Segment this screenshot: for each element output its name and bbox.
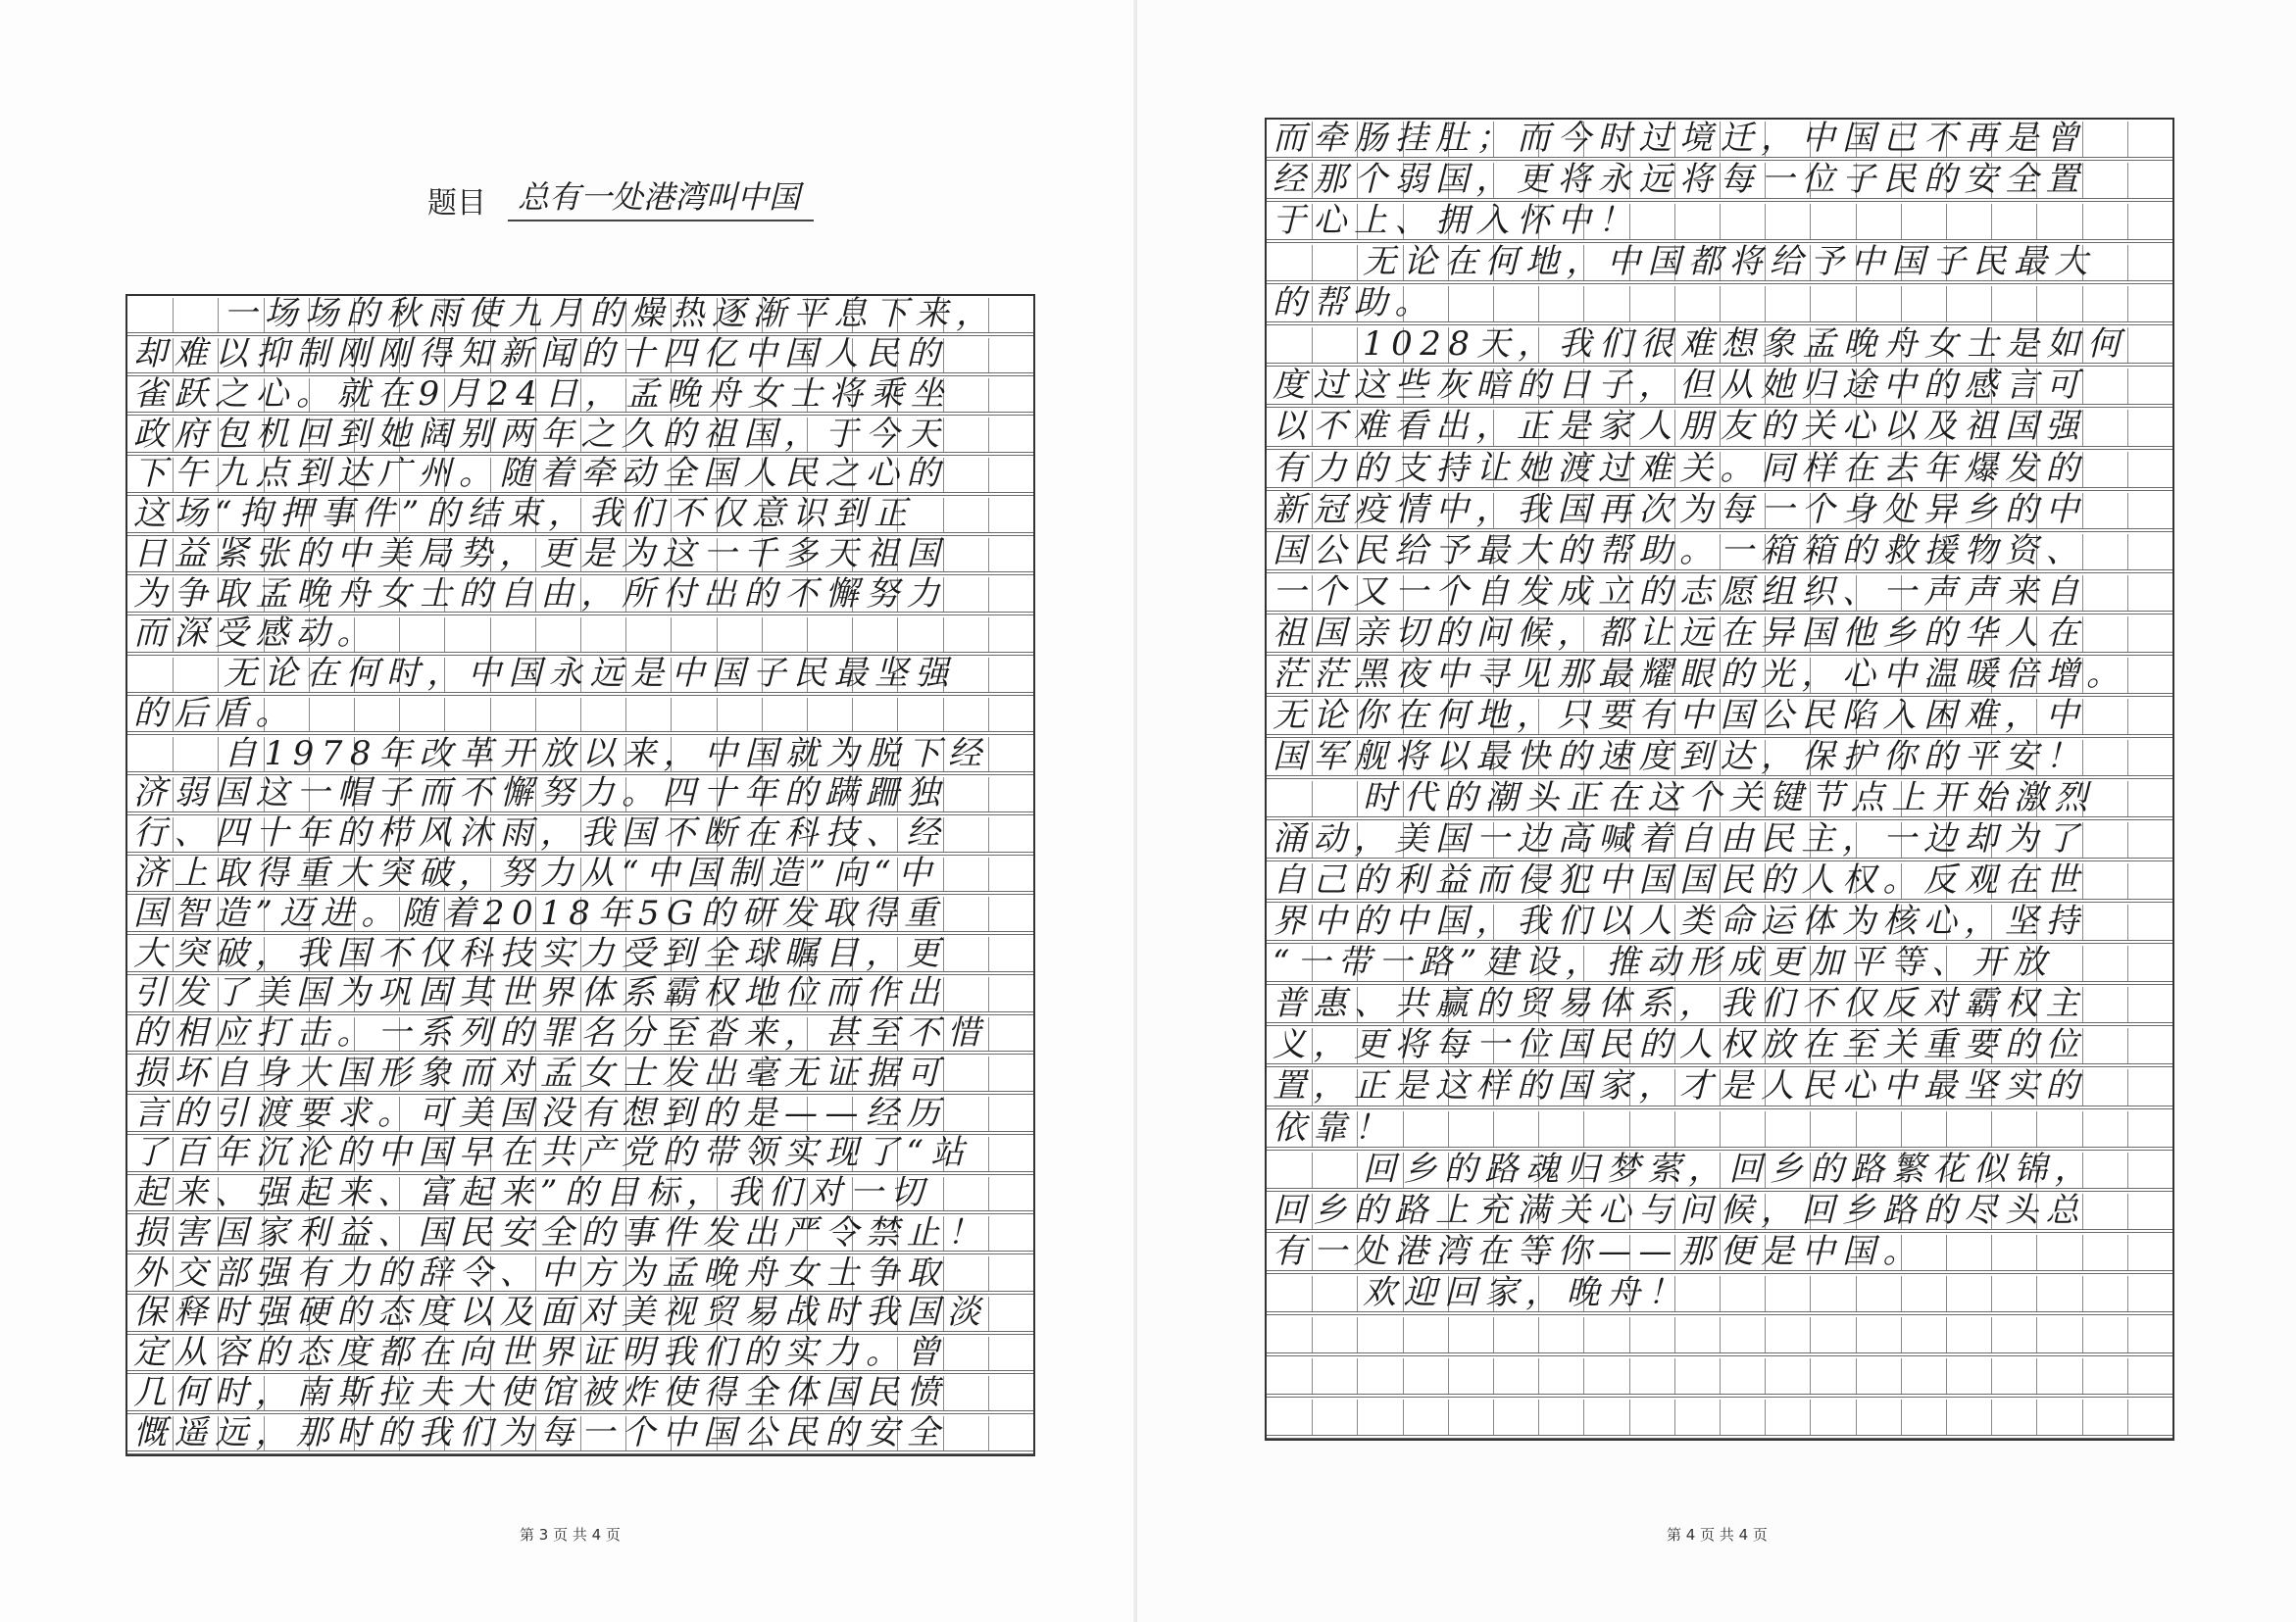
grid-cell-divider (1448, 1358, 1449, 1394)
grid-cell-divider (1720, 1400, 1721, 1435)
grid-cell-divider (1357, 1358, 1358, 1394)
grid-rule (1267, 1397, 2172, 1398)
handwritten-line: 回乡的路上充满关心与问候，回乡路的尽头总 (1273, 1190, 2086, 1230)
grid-cell-divider (1991, 1358, 1992, 1394)
handwritten-line: 日益紧张的中美局势，更是为这一千多天祖国 (133, 533, 947, 573)
grid-rule (1267, 1394, 2172, 1395)
grid-cell-divider (1538, 1317, 1539, 1352)
grid-cell-divider (1946, 1358, 1947, 1394)
handwritten-line: 1028天，我们很难想象孟晚舟女士是如何 (1363, 324, 2128, 365)
grid-cell-divider (1856, 1317, 1857, 1352)
grid-cell-divider (1538, 1400, 1539, 1435)
essay-title: 总有一处港湾叫中国 (508, 172, 814, 221)
grid-cell-divider (1403, 1317, 1404, 1352)
grid-cell-divider (1312, 1317, 1313, 1352)
handwritten-line: 界中的中国，我们以人类命运体为核心，坚持 (1273, 902, 2086, 942)
right-writing-grid (1265, 118, 2174, 1441)
grid-cell-divider (1312, 1358, 1313, 1394)
handwritten-line: 置，正是这样的国家，才是人民心中最坚实的 (1273, 1066, 2086, 1106)
grid-cell-divider (2082, 1317, 2083, 1352)
grid-cell-divider (2127, 1358, 2128, 1394)
handwritten-line: 于心上、拥入怀中！ (1273, 201, 1639, 241)
handwritten-line: 国智造”迈进。随着2018年5G的研发取得重 (133, 893, 945, 933)
grid-rule (127, 1453, 1033, 1454)
handwritten-line: 国公民给予最大的帮助。一箱箱的救援物资、 (1273, 530, 2086, 570)
handwritten-line: 有力的支持让她渡过难关。同样在去年爆发的 (1273, 448, 2086, 488)
grid-cell-divider (1493, 1400, 1494, 1435)
grid-cell-divider (1901, 1400, 1902, 1435)
handwritten-line: 损害国家利益、国民安全的事件发出严令禁止！ (133, 1212, 988, 1253)
handwritten-line: 无论在何时，中国永远是中国子民最坚强 (224, 654, 956, 694)
handwritten-line: 这场“拘押事件”的结束，我们不仅意识到正 (133, 494, 915, 534)
grid-cell-divider (1629, 1400, 1630, 1435)
handwritten-line: 无论你在何地，只要有中国公民陷入困难，中 (1273, 695, 2086, 735)
grid-cell-divider (1629, 1358, 1630, 1394)
handwritten-line: 一场场的秋雨使九月的燥热逐渐平息下来， (224, 294, 997, 334)
grid-cell-divider (1583, 1358, 1584, 1394)
handwritten-line: 行、四十年的栉风沐雨，我国不断在科技、经 (133, 813, 947, 854)
grid-cell-divider (1946, 1317, 1947, 1352)
grid-rule (1267, 1435, 2172, 1436)
grid-cell-divider (2127, 1400, 2128, 1435)
handwritten-line: 损坏自身大国形象而对孟女士发出毫无证据可 (133, 1053, 947, 1093)
left-page-number: 第 3 页 共 4 页 (520, 1526, 621, 1544)
handwritten-line: 自己的利益而侵犯中国国民的人权。反观在世 (1273, 860, 2086, 901)
handwritten-line: 下午九点到达广州。随着牵动全国人民之心的 (133, 454, 947, 494)
grid-cell-divider (1810, 1400, 1811, 1435)
grid-cell-divider (1720, 1358, 1721, 1394)
grid-rule (1267, 1438, 2172, 1439)
handwritten-line: 济上取得重大突破，努力从“中国制造”向“中 (133, 854, 939, 893)
handwritten-line: 雀跃之心。就在9月24日，孟晚舟女士将乘坐 (133, 373, 952, 414)
grid-cell-divider (2036, 1400, 2037, 1435)
handwritten-line: 茫茫黑夜中寻见那最耀眼的光，心中温暖倍增。 (1273, 654, 2127, 694)
handwritten-line: 的相应打击。一系列的罪名分至沓来，甚至不惜 (133, 1013, 988, 1054)
handwritten-line: 的后盾。 (133, 693, 296, 733)
handwritten-line: 引发了美国为巩固其世界体系霸权地位而作出 (133, 973, 947, 1013)
grid-cell-divider (2036, 1358, 2037, 1394)
essay-title-row (427, 172, 814, 221)
grid-cell-divider (1674, 1358, 1675, 1394)
handwritten-line: 的帮助。 (1273, 283, 1435, 323)
handwritten-line: 新冠疫情中，我国再次为每一个身处异乡的中 (1273, 489, 2086, 529)
grid-rule (1267, 1352, 2172, 1353)
grid-cell-divider (1493, 1317, 1494, 1352)
grid-cell-divider (1357, 1400, 1358, 1435)
handwritten-line: 为争取孟晚舟女士的自由，所付出的不懈努力 (133, 573, 947, 614)
grid-cell-divider (1810, 1317, 1811, 1352)
grid-cell-divider (1991, 1317, 1992, 1352)
handwritten-line: 祖国亲切的问候，都让远在异国他乡的华人在 (1273, 613, 2086, 653)
handwritten-line: “一带一路”建设，推动形成更加平等、开放 (1273, 943, 2054, 983)
grid-rule (1267, 1314, 2172, 1315)
grid-cell-divider (1765, 1358, 1766, 1394)
handwritten-line: 义，更将每一位国民的人权放在至关重要的位 (1273, 1025, 2086, 1065)
handwritten-line: 外交部强有力的辞令、中方为孟晚舟女士争取 (133, 1253, 947, 1293)
grid-cell-divider (1629, 1317, 1630, 1352)
grid-cell-divider (1357, 1317, 1358, 1352)
right-page-number: 第 4 页 共 4 页 (1667, 1526, 1768, 1544)
handwritten-line: 度过这些灰暗的日子，但从她归途中的感言可 (1273, 366, 2086, 406)
grid-cell-divider (1674, 1400, 1675, 1435)
grid-cell-divider (1583, 1317, 1584, 1352)
handwritten-line: 了百年沉沦的中国早在共产党的带领实现了“站 (133, 1133, 972, 1173)
handwritten-line: 有一处港湾在等你——那便是中国。 (1273, 1231, 1923, 1271)
grid-cell-divider (1583, 1400, 1584, 1435)
handwritten-line: 却难以抑制刚刚得知新闻的十四亿中国人民的 (133, 334, 947, 374)
grid-cell-divider (1403, 1358, 1404, 1394)
left-writing-grid (125, 294, 1035, 1456)
grid-cell-divider (1403, 1400, 1404, 1435)
handwritten-line: 普惠、共赢的贸易体系，我们不仅反对霸权主 (1273, 984, 2086, 1024)
grid-cell-divider (1901, 1358, 1902, 1394)
handwritten-line: 大突破，我国不仅科技实力受到全球瞩目，更 (133, 933, 947, 973)
handwritten-line: 起来、强起来、富起来”的目标，我们对一切 (133, 1173, 931, 1213)
handwritten-line: 保释时强硬的态度以及面对美视贸易战时我国淡 (133, 1293, 988, 1333)
grid-cell-divider (1946, 1400, 1947, 1435)
handwritten-line: 以不难看出，正是家人朋友的关心以及祖国强 (1273, 407, 2086, 447)
handwritten-line: 几何时，南斯拉夫大使馆被炸使得全体国民愤 (133, 1372, 947, 1412)
handwritten-line: 政府包机回到她阔别两年之久的祖国，于今天 (133, 414, 947, 454)
handwritten-line: 一个又一个自发成立的志愿组织、一声声来自 (1273, 571, 2086, 612)
grid-cell-divider (2082, 1400, 2083, 1435)
handwritten-line: 而牵肠挂肚；而今时过境迁，中国已不再是曾 (1273, 119, 2086, 159)
handwritten-line: 经那个弱国，更将永远将每一位子民的安全置 (1273, 160, 2086, 200)
handwritten-line: 时代的潮头正在这个关键节点上开始激烈 (1363, 778, 2095, 818)
grid-cell-divider (1765, 1317, 1766, 1352)
handwritten-line: 言的引渡要求。可美国没有想到的是——经历 (133, 1093, 947, 1133)
handwritten-line: 而深受感动。 (133, 614, 377, 654)
grid-cell-divider (1720, 1317, 1721, 1352)
handwritten-line: 济弱国这一帽子而不懈努力。四十年的蹒跚独 (133, 773, 947, 813)
handwritten-line: 回乡的路魂归梦萦，回乡的路繁花似锦， (1363, 1149, 2095, 1189)
handwritten-line: 定从容的态度都在向世界证明我们的实力。曾 (133, 1333, 947, 1373)
grid-cell-divider (1448, 1317, 1449, 1352)
grid-cell-divider (2127, 1317, 2128, 1352)
grid-cell-divider (2036, 1317, 2037, 1352)
grid-cell-divider (1856, 1358, 1857, 1394)
grid-cell-divider (1765, 1400, 1766, 1435)
grid-cell-divider (1538, 1358, 1539, 1394)
grid-cell-divider (1810, 1358, 1811, 1394)
grid-cell-divider (1856, 1400, 1857, 1435)
grid-cell-divider (1901, 1317, 1902, 1352)
title-label: 题目 (427, 186, 486, 221)
handwritten-line: 国军舰将以最快的速度到达，保护你的平安！ (1273, 736, 2086, 776)
grid-cell-divider (1991, 1400, 1992, 1435)
grid-cell-divider (1448, 1400, 1449, 1435)
grid-cell-divider (1312, 1400, 1313, 1435)
handwritten-line: 慨遥远，那时的我们为每一个中国公民的安全 (133, 1412, 947, 1452)
handwritten-line: 无论在何地，中国都将给予中国子民最大 (1363, 242, 2095, 282)
grid-cell-divider (2082, 1358, 2083, 1394)
handwritten-line: 欢迎回家，晚舟！ (1363, 1272, 1688, 1312)
left-page (0, 0, 1137, 1622)
grid-rule (1267, 1355, 2172, 1356)
handwritten-line: 自1978年改革开放以来，中国就为脱下经 (224, 733, 989, 773)
grid-cell-divider (1493, 1358, 1494, 1394)
handwritten-line: 涌动，美国一边高喊着自由民主，一边却为了 (1273, 819, 2086, 860)
grid-cell-divider (1674, 1317, 1675, 1352)
handwritten-line: 依靠！ (1273, 1107, 1395, 1148)
